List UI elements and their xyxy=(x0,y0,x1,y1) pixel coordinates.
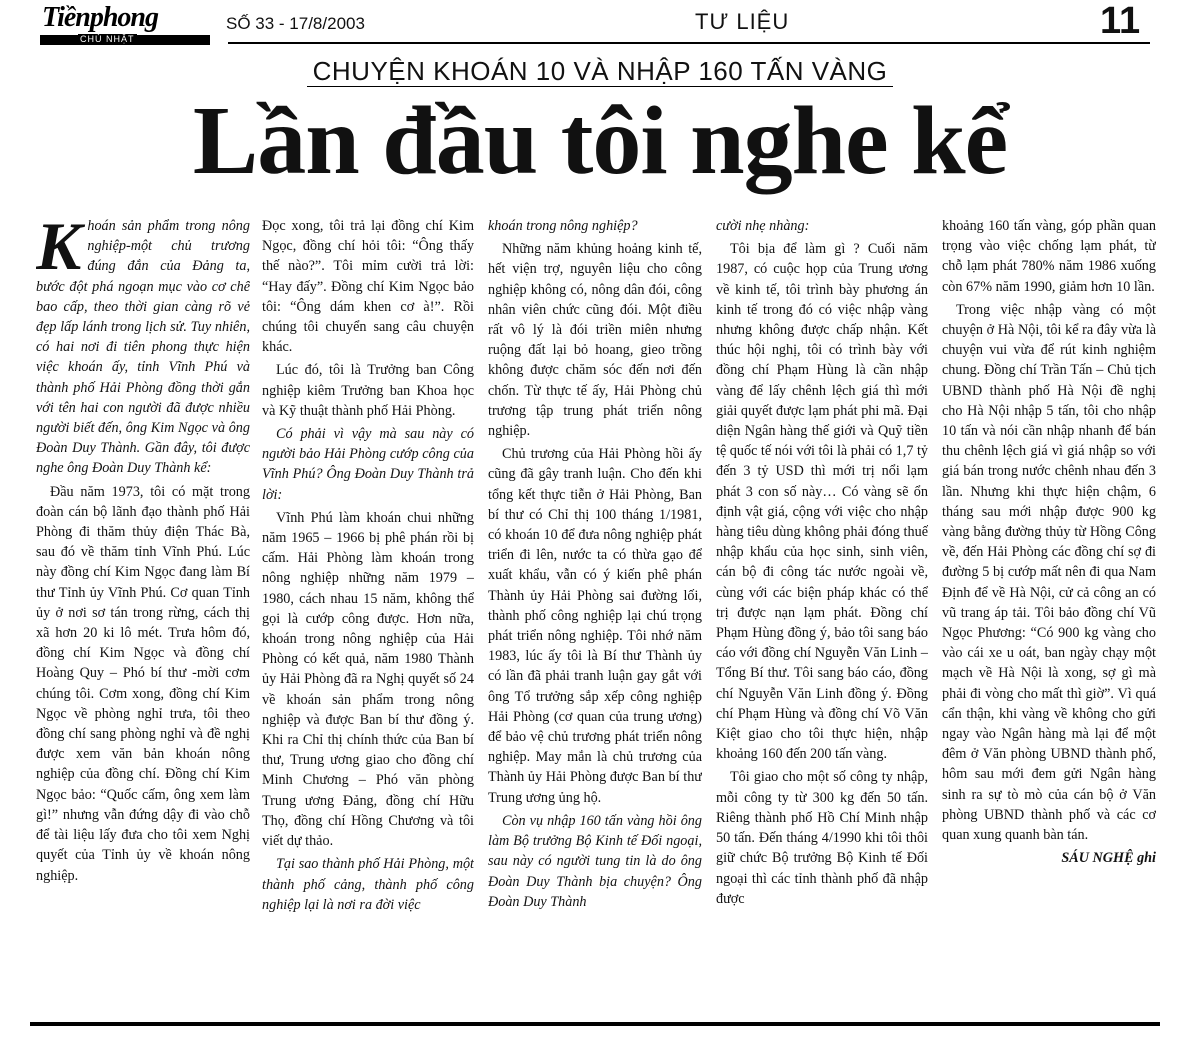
article-headline: Lần đầu tôi nghe kể xyxy=(192,87,1008,195)
column-2 xyxy=(262,216,474,996)
interview-question: Còn vụ nhập 160 tấn vàng hồi ông làm Bộ trưởng Bộ Kinh tế Đối ngoại, sau này có người tung tin là do ông Đoàn Duy Thành bịa chuyện? Ông Đoàn Duy Thành xyxy=(488,812,702,910)
masthead xyxy=(40,0,1150,46)
interview-question: Tại sao thành phố Hải Phòng, một thành phố cảng, thành phố công nghiệp lại là nơi ra đời việc xyxy=(262,856,474,913)
lead-paragraph xyxy=(36,216,250,479)
paragraph: Đọc xong, tôi trả lại đồng chí Kim Ngọc, đồng chí hỏi tôi: “Ông thấy thế nào?”. Tôi mỉm cười trả lời: “Hay đấy”. Đồng chí Kim Ngọc bảo tôi: “Ông dám khen cơ à!”. Rồi chúng tôi chuyển sang câu chuyện khác. xyxy=(262,218,474,356)
column-1 xyxy=(36,216,250,996)
article-subhead xyxy=(0,56,1200,87)
logo-subtitle: CHỦ NHẬT xyxy=(80,34,135,44)
logo-text: Tiềnphong xyxy=(42,2,158,33)
paragraph: Tôi bịa để làm gì ? Cuối năm 1987, có cuộc họp của Trung ương về kinh tế, tôi trình bày phương án kinh tế trong đó có việc nhập vàng nhưng không được chấp nhận. Kết thúc hội nghị, tôi có trình bày với đồng chí Phạm Hùng là cần nhập vàng để lấy chênh lệch giá thì mới giải quyết được lạm phát phi mã. Đại diện Ngân hàng thế giới và Quỹ tiền tệ quốc tế nói với tôi là phải có 1,7 tỷ đến 3 tỷ USD thì mới trị nổi lạm phát 3 con số này… Có vàng sẽ ổn định vật giá, cộng với việc cho nhập hàng tiêu dùng không phải đóng thuế nhập khẩu của học sinh, sinh viên, cán bộ đi công tác nước ngoài về, cùng với các biện pháp khác có thể trị được nạn lạm phát. Đồng chí Phạm Hùng đồng ý, bảo tôi sang báo cáo với đồng chí Nguyễn Văn Linh – Tổng Bí thư. Tôi sang báo cáo, đồng chí Nguyễn Văn Linh đồng ý. Đồng chí Phạm Hùng và đồng chí Võ Văn Kiệt giao cho tôi thực hiện, nhập khoảng 160 đến 200 tấn vàng. xyxy=(716,241,928,763)
article-body xyxy=(36,216,1156,996)
lead-text: hoán sản phẩm trong nông nghiệp-một chủ trương đúng đắn của Đảng ta, bước đột phá ngoạn mục vào cơ chế bao cấp, theo thời gian càng rõ vẻ đẹp lấp lánh trong lịch sử. Tuy nhiên, có hai nơi đi tiên phong thực hiện việc khoán ấy, tỉnh Vĩnh Phú và thành phố Hải Phòng đồng thời gắn với tên hai con người đã được nhiều người biết đến, ông Kim Ngọc và ông Đoàn Duy Thành. Gần đây, tôi được nghe ông Đoàn Duy Thành kể: xyxy=(36,218,250,477)
interview-question-end: cười nhẹ nhàng: xyxy=(716,218,810,234)
byline: SÁU NGHỆ ghi xyxy=(1061,850,1156,867)
paragraph: Tôi giao cho một số công ty nhập, mỗi công ty từ 300 kg đến 50 tấn. Riêng thành phố Hồ Chí Minh nhập 50 tấn. Đến tháng 4/1990 khi tôi thôi giữ chức Bộ trưởng Bộ Kinh tế Đối ngoại thì các tỉnh thành phố đã nhập được xyxy=(716,769,928,907)
masthead-rule xyxy=(228,42,1150,44)
paragraph: Những năm khủng hoảng kinh tế, hết viện trợ, nguyên liệu cho công nghiệp không có, nông dân đói, công nhân viên chức cũng đói. Một điều rất vô lý là đói triền miên nhưng ruộng đất lại bỏ hoang, gieo trồng không được chăm sóc đến nơi đến chốn. Từ thực tế ấy, Hải Phòng chủ trương tập trung phát triển nông nghiệp. xyxy=(488,241,702,440)
bottom-rule xyxy=(30,1022,1160,1026)
issue-info: SỐ 33 - 17/8/2003 xyxy=(226,14,365,33)
column-5 xyxy=(942,216,1156,996)
paragraph: Vĩnh Phú làm khoán chui những năm 1965 – 1966 bị phê phán rồi bị cấm. Hải Phòng làm khoán trong nông nghiệp những năm 1979 – 1980, cách nhau 15 năm, không thể gọi là cướp công được. Hơn nữa, khoán trong nông nghiệp của Hải Phòng có kết quả, năm 1980 Thành ủy Hải Phòng đã ra Nghị quyết số 24 về khoán sản phẩm trong nông nghiệp và được Ban bí thư đồng ý. Khi ra Chỉ thị chính thức của Ban bí thư, Trung ương giao cho đồng chí Minh Chương – Phó văn phòng Trung ương Đảng, đồng chí Hữu Thọ, đồng chí Hồng Chương và tôi viết dự thảo. xyxy=(262,509,474,850)
column-4 xyxy=(716,216,928,996)
paragraph: khoảng 160 tấn vàng, góp phần quan trọng vào việc chống lạm phát, từ chỗ lạm phát 780% năm 1986 xuống còn 67% năm 1990, giảm hơn 10 lần. xyxy=(942,218,1156,295)
column-3 xyxy=(488,216,702,996)
interview-question: Có phải vì vậy mà sau này có người bảo Hải Phòng cướp công của Vĩnh Phú? Ông Đoàn Duy Thành trả lời: xyxy=(262,426,474,503)
paragraph: Trong việc nhập vàng có một chuyện ở Hà Nội, tôi kể ra đây vừa là chuyện vui vừa để rút kinh nghiệm chung. Đồng chí Trần Tấn – Chủ tịch UBND thành phố Hà Nội đề nghị cho Hà Nội nhập 5 tấn, tôi cho nhập 10 tấn và nói cần nhập nhanh để bán thu chênh lệch giá vì giá nhập so với giá bán trong nước chênh nhau đến 3 lần. Nhưng khi thực hiện chậm, 6 tháng sau mới nhập được 900 kg vàng bằng đường thủy từ Hồng Công về, đến Hải Phòng các đồng chí sợ đi đường 5 bị cướp mất nên đi qua Nam Định để về Hà Nội, cử cả công an có vũ trang áp tải. Tôi bảo đồng chí Vũ Ngọc Phương: “Có 900 kg vàng cho vào cái xe u oát, ban ngày chạy một mạch về Hà Nội là xong, sợ gì mà phải đi vòng cho mất thì giờ”. Vì quá cẩn thận, khi vàng về không cho gửi ngay vào Ngân hàng mà lại để một đêm ở Văn phòng UBND thành phố, hôm sau mới đem gửi Ngân hàng sinh ra sự tò mò của cán bộ ở Văn phòng UBND thành phố và các cơ quan xung quanh bàn tán. xyxy=(942,301,1156,844)
paragraph: Chủ trương của Hải Phòng hồi ấy cũng đã gây tranh luận. Cho đến khi tổng kết thực tiễn ở Hải Phòng, Ban bí thư có Chỉ thị 100 tháng 1/1981, có khoán 10 để đưa nông nghiệp phát triển đi lên, nước ta có thừa gạo để xuất khẩu, vẫn có ý kiến phê phán Thành ủy Hải Phòng sai đường lối, thành phố công nghiệp lại chú trọng phát triển nông nghiệp. Tôi nhớ năm 1983, lúc ấy tôi là Bí thư Thành ủy có lần đã phải tranh luận gay gắt với ông Tổ trưởng sắp xếp công nghiệp Hải Phòng (cơ quan của trung ương) để bảo vệ chủ trương phát triển nông nghiệp. May mắn là chủ trương của Thành ủy Hải Phòng được Ban bí thư Trung ương ủng hộ. xyxy=(488,446,702,806)
newspaper-logo xyxy=(40,2,212,46)
drop-cap: K xyxy=(36,216,82,284)
interview-question-end: khoán trong nông nghiệp? xyxy=(488,218,638,234)
page-number: 11 xyxy=(1100,0,1141,42)
paragraph: Đầu năm 1973, tôi có mặt trong đoàn cán bộ lãnh đạo thành phố Hải Phòng đi thăm thủy điện Thác Bà, sau đó về thăm tỉnh Vĩnh Phú. Lúc này đồng chí Kim Ngọc đang làm Bí thư Tỉnh ủy Vĩnh Phú. Cơ quan Tỉnh ủy ở nơi sơ tán trong rừng, cách thị xã hơn 20 ki lô mét. Trưa hôm đó, đồng chí Kim Ngọc và đồng chí Hoàng Quy – Phó bí thư -mời cơm chúng tôi. Cơm xong, đồng chí Kim Ngọc về phòng nghỉ trưa, tôi theo đồng chí sang phòng nghỉ và đề nghị được xem văn bản khoán nông nghiệp của đồng chí. Đồng chí Kim Ngọc bảo: “Quốc cấm, ông xem làm gì!” nhưng vẫn đứng dậy đi vào chỗ để tài liệu lấy đưa cho tôi xem Nghị quyết của Tỉnh ủy về khoán nông nghiệp. xyxy=(36,483,250,884)
paragraph: Lúc đó, tôi là Trưởng ban Công nghiệp kiêm Trưởng ban Khoa học và Kỹ thuật thành phố Hải Phòng. xyxy=(262,362,474,419)
section-title: TƯ LIỆU xyxy=(695,9,790,34)
subhead-text: CHUYỆN KHOÁN 10 VÀ NHẬP 160 TẤN VÀNG xyxy=(307,56,894,87)
